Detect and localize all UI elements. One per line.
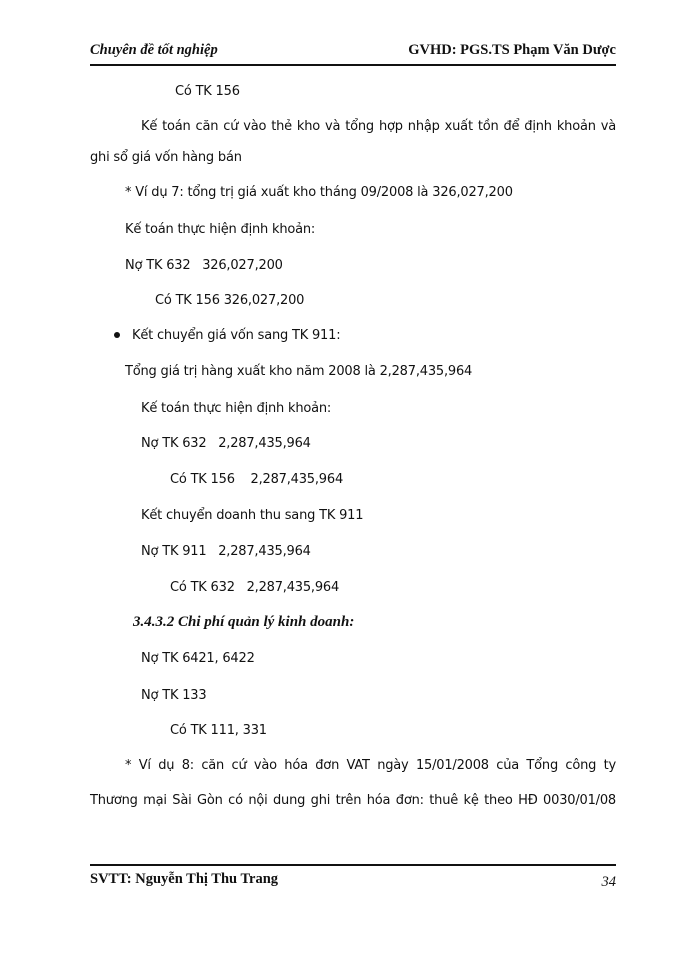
line-05: Kế toán thực hiện định khoản: xyxy=(125,222,316,237)
line-08: Kết chuyển giá vốn sang TK 911: xyxy=(132,328,341,343)
page-header xyxy=(90,42,616,66)
line-17: Nợ TK 6421, 6422 xyxy=(141,651,255,666)
line-11: Nợ TK 632 2,287,435,964 xyxy=(141,436,311,451)
line-10: Kế toán thực hiện định khoản: xyxy=(141,401,332,416)
header-left-title: Chuyên đề tốt nghiệp xyxy=(90,42,218,58)
footer-student-name: SVTT: Nguyễn Thị Thu Trang xyxy=(90,871,279,887)
line-21: Thương mại Sài Gòn có nội dung ghi trên hóa đơn: thuê kệ theo HĐ 0030/01/08 xyxy=(90,793,616,808)
line-13: Kết chuyển doanh thu sang TK 911 xyxy=(141,508,364,523)
header-right-advisor: GVHD: PGS.TS Phạm Văn Dược xyxy=(408,42,616,58)
line-06: Nợ TK 632 326,027,200 xyxy=(125,258,283,273)
line-18: Nợ TK 133 xyxy=(141,688,207,703)
line-20: * Ví dụ 8: căn cứ vào hóa đơn VAT ngày 15/01/2008 của Tổng công ty xyxy=(125,758,616,773)
line-09: Tổng giá trị hàng xuất kho năm 2008 là 2,287,435,964 xyxy=(125,364,473,379)
line-19: Có TK 111, 331 xyxy=(170,723,267,738)
line-02: Kế toán căn cứ vào thẻ kho và tổng hợp nhập xuất tồn để định khoản và xyxy=(141,119,616,134)
line-12: Có TK 156 2,287,435,964 xyxy=(170,472,344,487)
line-03: ghi sổ giá vốn hàng bán xyxy=(90,150,242,165)
line-07: Có TK 156 326,027,200 xyxy=(155,293,305,308)
section-heading: 3.4.3.2 Chi phí quản lý kinh doanh: xyxy=(133,614,355,630)
line-01: Có TK 156 xyxy=(175,84,240,99)
bullet-icon xyxy=(114,332,120,338)
line-15: Có TK 632 2,287,435,964 xyxy=(170,580,340,595)
page-footer xyxy=(90,864,616,892)
line-04: * Ví dụ 7: tổng trị giá xuất kho tháng 09/2008 là 326,027,200 xyxy=(125,185,513,200)
line-14: Nợ TK 911 2,287,435,964 xyxy=(141,544,311,559)
page-number: 34 xyxy=(601,874,616,890)
